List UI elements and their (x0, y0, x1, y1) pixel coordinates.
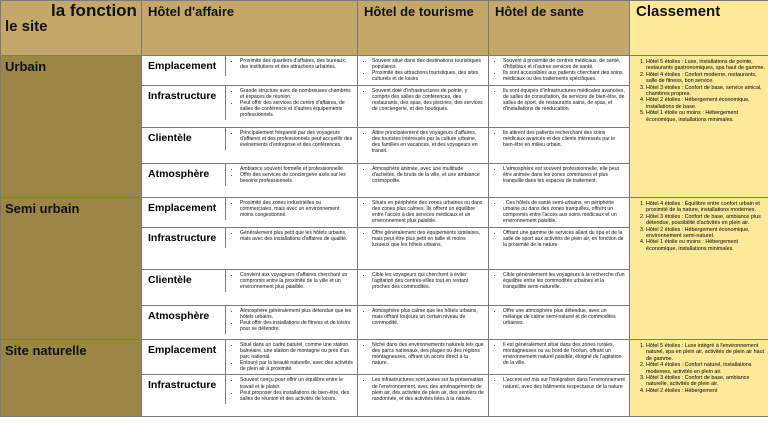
bullet-item: • Atmosphère généralement plus détendue que les hôtels urbains. (240, 308, 353, 320)
bullet-item: • Entouré par la beauté naturelle, avec des activités de plein air à proximité. (240, 360, 353, 372)
bullet-item: • Cible généralement les voyageurs à la recherche d'un équilibre entre les commodités urbaines et la tranquillité semi-naturelle. (503, 272, 625, 290)
bullet-item: • L'atmosphère est souvent professionnelle, elle peut être animée dans les zones communes et plus tranquille dans les espaces de traitement. (503, 166, 625, 184)
bullet-item: • Ils sont équipés d'infrastructures médicales avancées, de salles de consultation, de services de bien-être, de salles de sport, de restaurants sains, de spas, et d'installations de rééducation. (503, 88, 625, 112)
sante-cell (489, 375, 630, 417)
header-hotel-affaire: Hôtel d'affaire (142, 1, 358, 56)
site-label: Semi urbain (1, 198, 142, 340)
bullet-item: • Situés en périphérie des zones urbaines ou dans des zones plus calmes. Ils offrent un équilibre entre l'accès à des services médicaux et un environnement plus paisible. (372, 200, 484, 224)
tourisme-cell (358, 340, 489, 375)
affaire-description (226, 198, 357, 220)
classement-item: 1. Hôtel 5 étoiles : Luxe, installations de pointe, restaurants gastronomiques, spa haut de gamme. (646, 59, 765, 72)
affaire-cell (142, 164, 358, 198)
affaire-description (226, 228, 357, 248)
tourisme-cell (358, 86, 489, 128)
affaire-description (226, 375, 357, 403)
bullet-item: • Offre une atmosphère plus détendue, avec un mélange de calme semi-naturel et de commodités urbaines. (503, 308, 625, 326)
header-row (1, 1, 768, 56)
classement-item: 1. Hôtel 4 étoiles : Équilibre entre confort urbain et proximité de la nature, installations modernes. (646, 201, 765, 214)
affaire-cell (142, 198, 358, 228)
criterion-label: Infrastructure (142, 86, 226, 120)
bullet-item: • Offre généralement des équipements similaires, mais peut être plus petit en taille et moins luxueux que les hôtels urbains. (372, 230, 484, 248)
affaire-cell (142, 270, 358, 306)
corner-header-site: le site (5, 18, 48, 35)
tourisme-cell (358, 270, 489, 306)
tourisme-cell (358, 164, 489, 198)
bullet-item: • Il est généralement situé dans des zones rurales, montagneuses ou au bord de l'océan, offrant un environnement naturel paisible, éloigné de l'agitation de la ville. (503, 342, 625, 366)
classement-item: 4. Hôtel 2 étoiles : Hébergement économique, installations de base. (646, 97, 765, 110)
bullet-item: • Situé dans un cadre naturel, comme une station balnéaire, une station de montagne ou près d'un parc national. (240, 342, 353, 360)
affaire-cell (142, 86, 358, 128)
criterion-label: Atmosphère (142, 164, 226, 186)
affaire-cell (142, 228, 358, 270)
header-hotel-tourisme: Hôtel de tourisme (358, 1, 489, 56)
classement-cell (630, 56, 768, 198)
criterion-label: Atmosphère (142, 306, 226, 334)
bullet-item: • Atmosphère plus calme que les hôtels urbains, mais offrant toujours un certain niveau de commodité. (372, 308, 484, 326)
criterion-label: Infrastructure (142, 375, 226, 403)
table-row (1, 56, 768, 86)
affaire-cell (142, 56, 358, 86)
bullet-item: • Souvent doté d'infrastructures de pointe, y compris des salles de conférences, des restaurants, des spas, des piscines, des services de conciergerie, et des boutiques. (372, 88, 484, 112)
bullet-item: • Proximité des zones industrielles ou commerciales, mais avec un environnement moins congestionné. (240, 200, 353, 218)
bullet-item: • Ils attirent des patients recherchant des soins médicaux avancés et des clients intéressés par le bien-être en milieu urbain. (503, 130, 625, 148)
corner-header-function: la fonction (51, 1, 137, 20)
bullet-item: • Peut offrir des installations de fitness et de loisirs pour se détendre. (240, 320, 353, 332)
affaire-description (226, 86, 357, 120)
criterion-label: Infrastructure (142, 228, 226, 248)
classement-item: 1. Hôtel 5 étoiles : Luxe intégré à l'environnement naturel, spa en plein air, activités de plein air haut de gamme. (646, 343, 765, 362)
criterion-label: Emplacement (142, 340, 226, 374)
bullet-item: • Ils sont accessibles aux patients cherchant des soins médicaux ou des traitements spécifiques. (503, 70, 625, 82)
classement-cell (630, 340, 768, 417)
bullet-item: • Offrir des services de conciergerie axés sur les besoins professionnels. (240, 172, 353, 184)
sante-cell (489, 56, 630, 86)
bullet-item: • Souvent à proximité de centres médicaux, de santé, d'hôpitaux et d'autres services de santé. (503, 58, 625, 70)
table-row (1, 340, 768, 375)
classement-item: 3. Hôtel 3 étoiles : Confort de base, service amical, chambres propres. (646, 85, 765, 98)
tourisme-cell (358, 198, 489, 228)
bullet-item: • Peut proposer des installations de bien-être, des salles de réunion et des activités de loisirs. (240, 390, 353, 402)
header-hotel-sante: Hôtel de sante (489, 1, 630, 56)
affaire-description (226, 128, 357, 150)
bullet-item: • Proximité des attractions touristiques, des sites culturels et de loisirs (372, 70, 484, 82)
bullet-item: • Atmosphère animée, avec une multitude d'activités, de bruits de la ville, et une ambiance cosmopolite. (372, 166, 484, 184)
site-label: Site naturelle (1, 340, 142, 417)
classement-item: 2. Hôtel 3 étoiles : Confort de base, ambiance plus détendue, possibilité d'activités en plein air. (646, 214, 765, 227)
criterion-label: Clientèle (142, 128, 226, 150)
affaire-description (226, 56, 357, 76)
corner-header (1, 1, 142, 56)
tourisme-cell (358, 375, 489, 417)
bullet-item: • Niché dans des environnements naturels tels que des parcs nationaux, des plages ou des régions montagneuses, offrant un accès direct à la nature. (372, 342, 484, 366)
tourisme-cell (358, 306, 489, 340)
bullet-item: • Souvent situé dans des destinations touristiques populaires (372, 58, 484, 70)
sante-cell (489, 86, 630, 128)
classement-item: 3. Hôtel 3 étoiles : Confort de base, ambiance naturelle, activités de plein air. (646, 375, 765, 388)
bullet-item: • Convient aux voyageurs d'affaires cherchant un compromis entre la proximité de la ville et un environnement plus paisible. (240, 272, 353, 290)
classement-item: 2. Hôtel 4 étoiles : Confort moderne, restaurants, salle de fitness, bon service. (646, 72, 765, 85)
bullet-item: • L'accent est mis sur l'intégration dans l'environnement naturel, avec des bâtiments respectueux de la nature (503, 377, 625, 389)
classement-cell (630, 198, 768, 340)
sante-cell (489, 306, 630, 340)
classement-item: 3. Hôtel 2 étoiles : Hébergement économique, environnement semi-naturel. (646, 227, 765, 240)
affaire-description (226, 340, 357, 374)
classement-item: 2. Hôtel 4 étoiles : Confort naturel, installations modernes, activités en plein air. (646, 362, 765, 375)
tourisme-cell (358, 56, 489, 86)
sante-cell (489, 164, 630, 198)
sante-cell (489, 128, 630, 164)
affaire-description (226, 306, 357, 334)
criterion-label: Clientèle (142, 270, 226, 292)
affaire-description (226, 270, 357, 292)
sante-cell (489, 340, 630, 375)
bullet-item: • Grande structure avec de nombreuses chambres et espaces de réunion. (240, 88, 353, 100)
affaire-cell (142, 128, 358, 164)
affaire-cell (142, 375, 358, 417)
sante-cell (489, 198, 630, 228)
affaire-description (226, 164, 357, 186)
table-row (1, 198, 768, 228)
criterion-label: Emplacement (142, 56, 226, 76)
sante-cell (489, 270, 630, 306)
tourisme-cell (358, 228, 489, 270)
header-classement: Classement (630, 1, 768, 56)
bullet-item: • Principalement fréquenté par des voyageurs d'affaires et des professionnels peut accueillir des événements d'entreprise et des conférences. (240, 130, 353, 148)
bullet-item: • Peut offrir des services de centre d'affaires, de salles de conférence et d'autres équipements professionnels. (240, 100, 353, 118)
bullet-item: • Offrant une gamme de services allant du spa et de la salle de sport aux activités de plein air, en fonction de la proximité de la nature. (503, 230, 625, 248)
bullet-item: • Généralement plus petit que les hôtels urbains, mais avec des installations d'affaires de qualité. (240, 230, 353, 242)
bullet-item: • Les infrastructures sont axées sur la préservation de l'environnement, avec des aménagements de plein air, des activités de plein air, des sentiers de randonnée, et des activités liées à la nature. (372, 377, 484, 401)
tourisme-cell (358, 128, 489, 164)
bullet-item: • Attire principalement des voyageurs d'affaires, des touristes intéressés par la culture urbaine, des familles en vacances, et des voyageurs en transit. (372, 130, 484, 154)
affaire-cell (142, 306, 358, 340)
bullet-item: • . Ces hôtels de santé semi-urbains, en périphérie urbaine ou dans des zones tranquilles, offrent un compromis entre l'accès aux soins médicaux et un environnement paisible. (503, 200, 625, 224)
classement-item: 5. Hôtel 1 étoile ou moins : Hébergement économique, installations minimales. (646, 110, 765, 123)
sante-cell (489, 228, 630, 270)
affaire-cell (142, 340, 358, 375)
classement-item: 4. Hôtel 2 étoiles : Hébergement (646, 388, 765, 394)
bullet-item: • Souvent conçu pour offrir un équilibre entre le travail et le plaisir. (240, 377, 353, 389)
bullet-item: • Proximité des quartiers d'affaires, des bureaux, des institutions et des attractions urbaines. (240, 58, 353, 70)
bullet-item: • Cible les voyageurs qui cherchent à éviter l'agitation des centres-villes tout en restant proches des commodités. (372, 272, 484, 290)
classement-item: 4. Hôtel 1 étoile ou moins : Hébergement économique, installations minimales. (646, 239, 765, 252)
criterion-label: Emplacement (142, 198, 226, 220)
site-label: Urbain (1, 56, 142, 198)
bullet-item: • Ambiance souvent formelle et professionnelle. (240, 166, 353, 172)
